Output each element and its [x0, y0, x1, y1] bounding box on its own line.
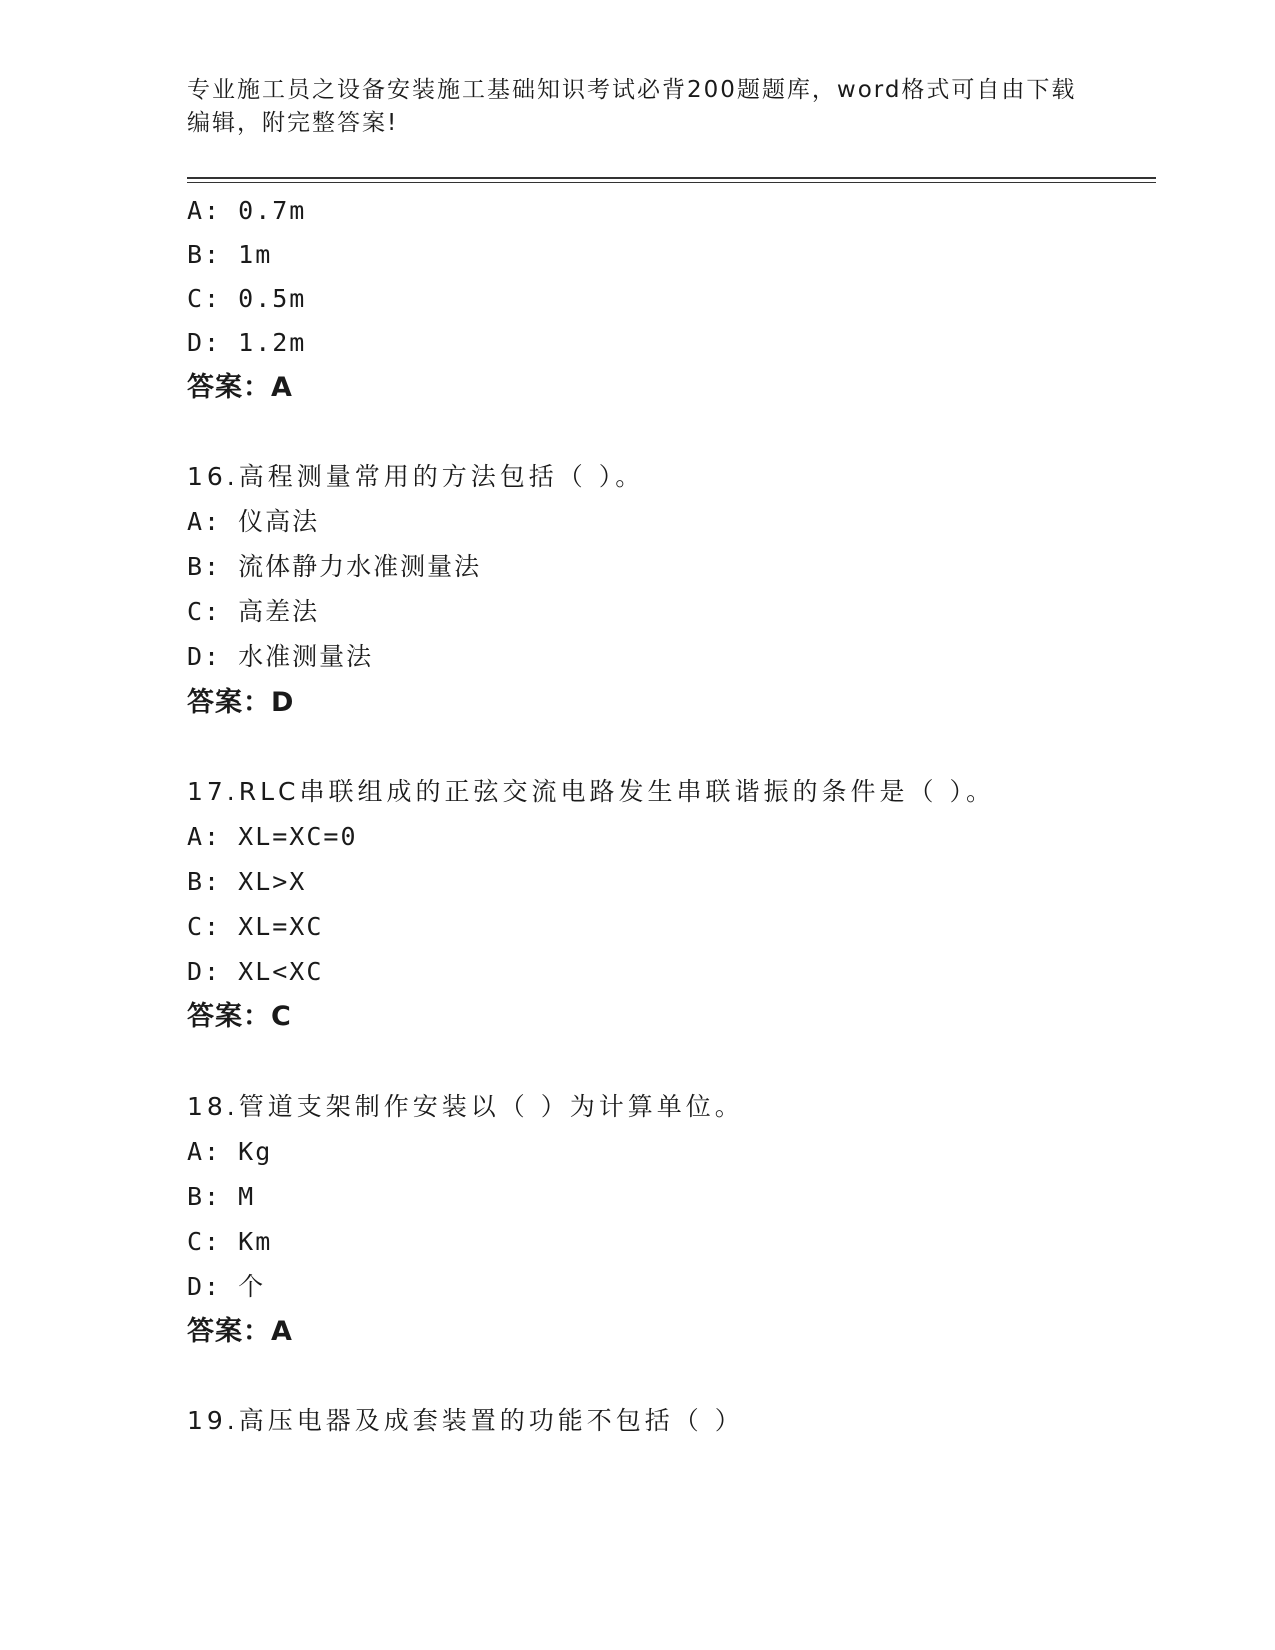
option-d: D: XL<XC: [187, 957, 324, 986]
option-b: B: 流体静力水准测量法: [187, 552, 482, 581]
option-c: C: 高差法: [187, 597, 320, 626]
option-c: C: Km: [187, 1227, 273, 1256]
option-a: A: XL=XC=0: [187, 822, 358, 851]
question-text: 19.高压电器及成套装置的功能不包括（ ）: [187, 1406, 744, 1435]
option-b: B: XL>X: [187, 867, 307, 896]
header-title-line-1: 专业施工员之设备安装施工基础知识考试必背200题题库，word格式可自由下载: [187, 77, 1077, 103]
option-a: A: Kg: [187, 1137, 273, 1166]
answer: 答案：D: [187, 687, 295, 718]
question-text: 17.RLC串联组成的正弦交流电路发生串联谐振的条件是（ ）。: [187, 777, 995, 806]
option-d: D: 1.2m: [187, 328, 307, 357]
document-header: [187, 74, 1087, 140]
header-divider-thick: [187, 177, 1156, 179]
answer: 答案：A: [187, 1316, 293, 1347]
option-d: D: 水准测量法: [187, 642, 374, 671]
option-b: B: M: [187, 1182, 256, 1211]
question-text: 16.高程测量常用的方法包括（ ）。: [187, 462, 645, 491]
header-title-line-2: 编辑，附完整答案!: [187, 110, 399, 136]
option-c: C: 0.5m: [187, 284, 307, 313]
option-c: C: XL=XC: [187, 912, 324, 941]
option-d: D: 个: [187, 1272, 266, 1301]
answer: 答案：C: [187, 1001, 292, 1032]
option-a: A: 0.7m: [187, 196, 307, 225]
question-text: 18.管道支架制作安装以（ ）为计算单位。: [187, 1092, 744, 1121]
option-a: A: 仪高法: [187, 507, 320, 536]
answer: 答案：A: [187, 372, 293, 403]
header-divider-thin: [187, 182, 1156, 183]
option-b: B: 1m: [187, 240, 273, 269]
